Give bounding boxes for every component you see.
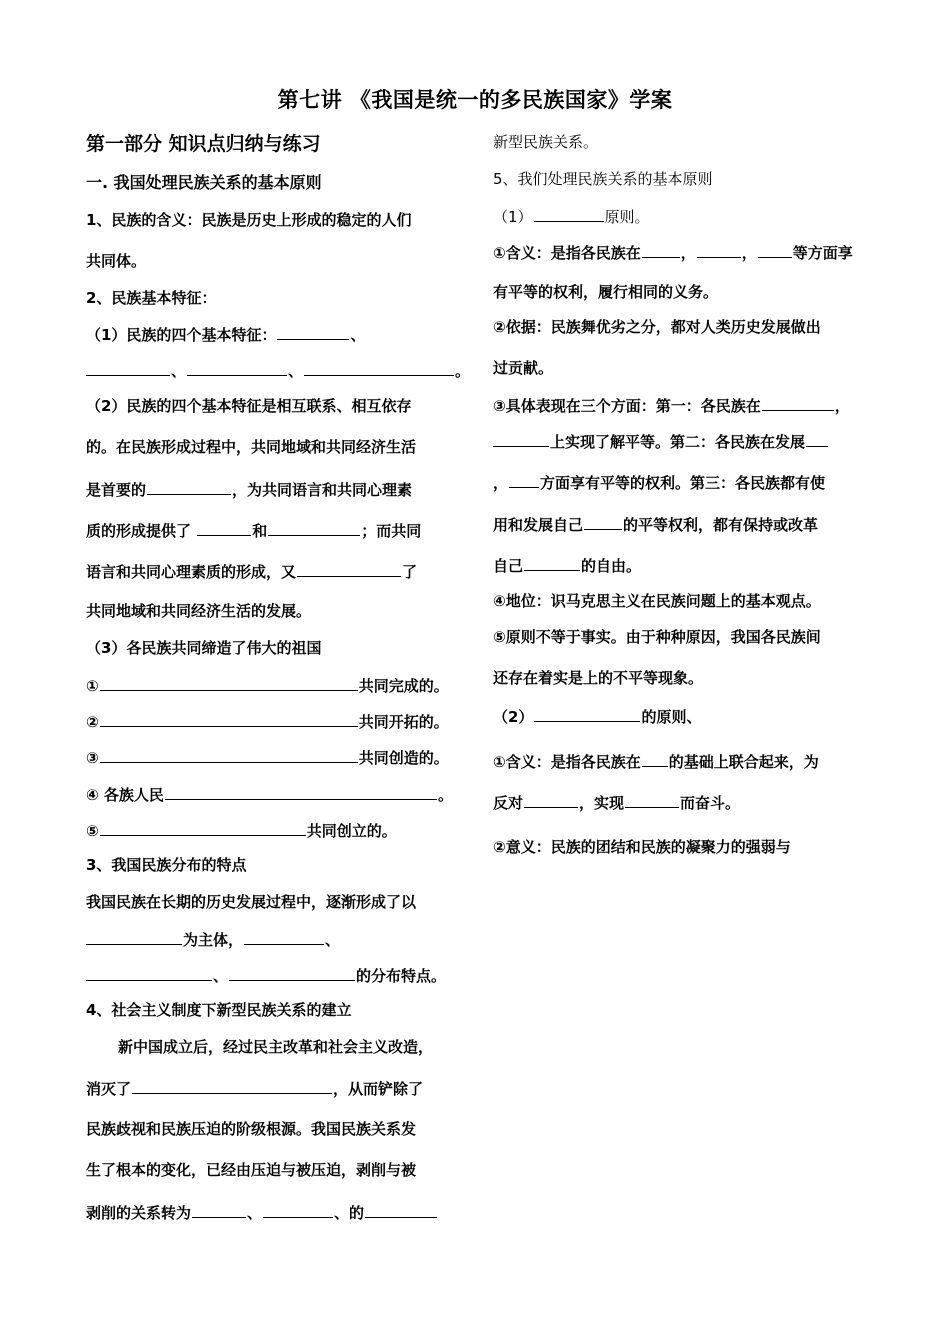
text-line: ②依据：民族舞优劣之分，都对人类历史发展做出 (493, 318, 821, 336)
text-line: 过贡献。 (493, 359, 554, 377)
blank-field[interactable] (187, 360, 287, 376)
text-line: 3、我国民族分布的特点 (86, 856, 247, 874)
blank-field[interactable] (100, 711, 358, 727)
text-line: （2）民族的四个基本特征是相互联系、相互依存 (86, 397, 412, 415)
fill-line: 反对 ，实现 而奋斗。 (493, 794, 741, 812)
fill-line: 为主体， 、 (86, 929, 340, 949)
blank-field[interactable] (132, 1078, 332, 1094)
fill-line: 自己 的自由。 (493, 557, 642, 575)
blank-field[interactable] (642, 751, 668, 767)
blank-field[interactable] (268, 520, 360, 536)
blank-field[interactable] (100, 747, 358, 763)
text-line: 1、民族的含义：民族是历史上形成的稳定的人们 (86, 211, 412, 229)
text-line: 的。在民族形成过程中，共同地域和共同经济生活 (86, 438, 417, 456)
text-line: 2、民族基本特征： (86, 289, 217, 307)
blank-field[interactable] (229, 965, 355, 981)
blank-field[interactable] (192, 1202, 246, 1218)
fill-line: ③ 共同创造的。 (86, 749, 449, 767)
fill-line: （2） 的原则、 (493, 708, 702, 726)
blank-field[interactable] (86, 965, 212, 981)
text-line: 我国民族在长期的历史发展过程中，逐渐形成了以 (86, 893, 417, 911)
blank-field[interactable] (524, 792, 578, 808)
fill-line: （1） 原则。 (493, 208, 650, 226)
text-line: 民族歧视和民族压迫的阶级根源。我国民族关系发 (86, 1120, 417, 1138)
blank-field[interactable] (86, 929, 182, 945)
text-line: 新型民族关系。 (493, 133, 599, 151)
fill-line: 、 的分布特点。 (86, 965, 446, 985)
fill-line: ② 共同开拓的。 (86, 713, 449, 731)
fill-line: 上实现了解平等。第二：各民族在发展 (493, 431, 829, 451)
section-heading: 一. 我国处理民族关系的基本原则 (86, 173, 322, 192)
fill-line: 质的形成提供了 和 ；而共同 (86, 522, 422, 540)
text-line: 生了根本的变化，已经由压迫与被压迫，剥削与被 (86, 1161, 417, 1179)
blank-field[interactable] (806, 431, 828, 447)
blank-field[interactable] (534, 206, 604, 222)
blank-field[interactable] (244, 929, 324, 945)
blank-field[interactable] (642, 242, 680, 258)
text-line: 4、社会主义制度下新型民族关系的建立 (86, 1001, 352, 1019)
blank-field[interactable] (697, 242, 741, 258)
blank-field[interactable] (297, 561, 401, 577)
blank-field[interactable] (100, 820, 306, 836)
text-line: 5、我们处理民族关系的基本原则 (493, 170, 713, 188)
page-title: 第七讲 《我国是统一的多民族国家》学案 (277, 88, 673, 112)
blank-field[interactable] (277, 324, 349, 340)
fill-line: 是首要的 ，为共同语言和共同心理素 (86, 481, 413, 499)
blank-field[interactable] (493, 431, 549, 447)
blank-field[interactable] (304, 360, 454, 376)
text-line: 共同地域和共同经济生活的发展。 (86, 602, 312, 620)
fill-line: ①含义：是指各民族在 ， ， 等方面享 (493, 244, 853, 262)
blank-field[interactable] (758, 242, 792, 258)
text-line: （3）各民族共同缔造了伟大的祖国 (86, 639, 322, 657)
fill-line: （1）民族的四个基本特征： 、 (86, 326, 366, 344)
blank-field[interactable] (509, 472, 539, 488)
fill-line: ①含义：是指各民族在 的基础上联合起来，为 (493, 753, 819, 771)
text-line: 有平等的权利，履行相同的义务。 (493, 283, 719, 301)
fill-line: ④ 各族人民 。 (86, 786, 453, 804)
blank-field[interactable] (86, 360, 170, 376)
blank-field[interactable] (534, 706, 640, 722)
part-heading: 第一部分 知识点归纳与练习 (86, 133, 321, 155)
blank-field[interactable] (165, 784, 437, 800)
blank-field[interactable] (147, 479, 231, 495)
fill-line: 用和发展自己 的平等权利，都有保持或改革 (493, 516, 819, 534)
fill-line: 消灭了 ，从而铲除了 (86, 1080, 424, 1098)
fill-line: ， 方面享有平等的权利。第三：各民族都有使 (493, 474, 826, 492)
text-line: 还存在着实是上的不平等现象。 (493, 669, 704, 687)
text-line: ④地位：识马克思主义在民族问题上的基本观点。 (493, 592, 821, 610)
blank-field[interactable] (625, 792, 679, 808)
fill-line: 语言和共同心理素质的形成，又 了 (86, 563, 418, 581)
text-line: ②意义：民族的团结和民族的凝聚力的强弱与 (493, 838, 791, 856)
fill-line: 剥削的关系转为 、 、的 (86, 1202, 438, 1222)
fill-line: ⑤ 共同创立的。 (86, 822, 397, 840)
text-line: 新中国成立后，经过民主改革和社会主义改造， (118, 1038, 434, 1056)
blank-field[interactable] (263, 1202, 333, 1218)
text-line: 共同体。 (86, 252, 147, 270)
fill-line: 、 、 。 (86, 360, 470, 380)
blank-field[interactable] (100, 675, 358, 691)
blank-field[interactable] (365, 1202, 437, 1218)
text-line: ⑤原则不等于事实。由于种种原因，我国各民族间 (493, 628, 821, 646)
blank-field[interactable] (762, 395, 834, 411)
blank-field[interactable] (197, 520, 251, 536)
blank-field[interactable] (584, 514, 622, 530)
fill-line: ③具体表现在三个方面：第一：各民族在 ， (493, 397, 850, 415)
fill-line: ① 共同完成的。 (86, 677, 449, 695)
blank-field[interactable] (524, 555, 580, 571)
